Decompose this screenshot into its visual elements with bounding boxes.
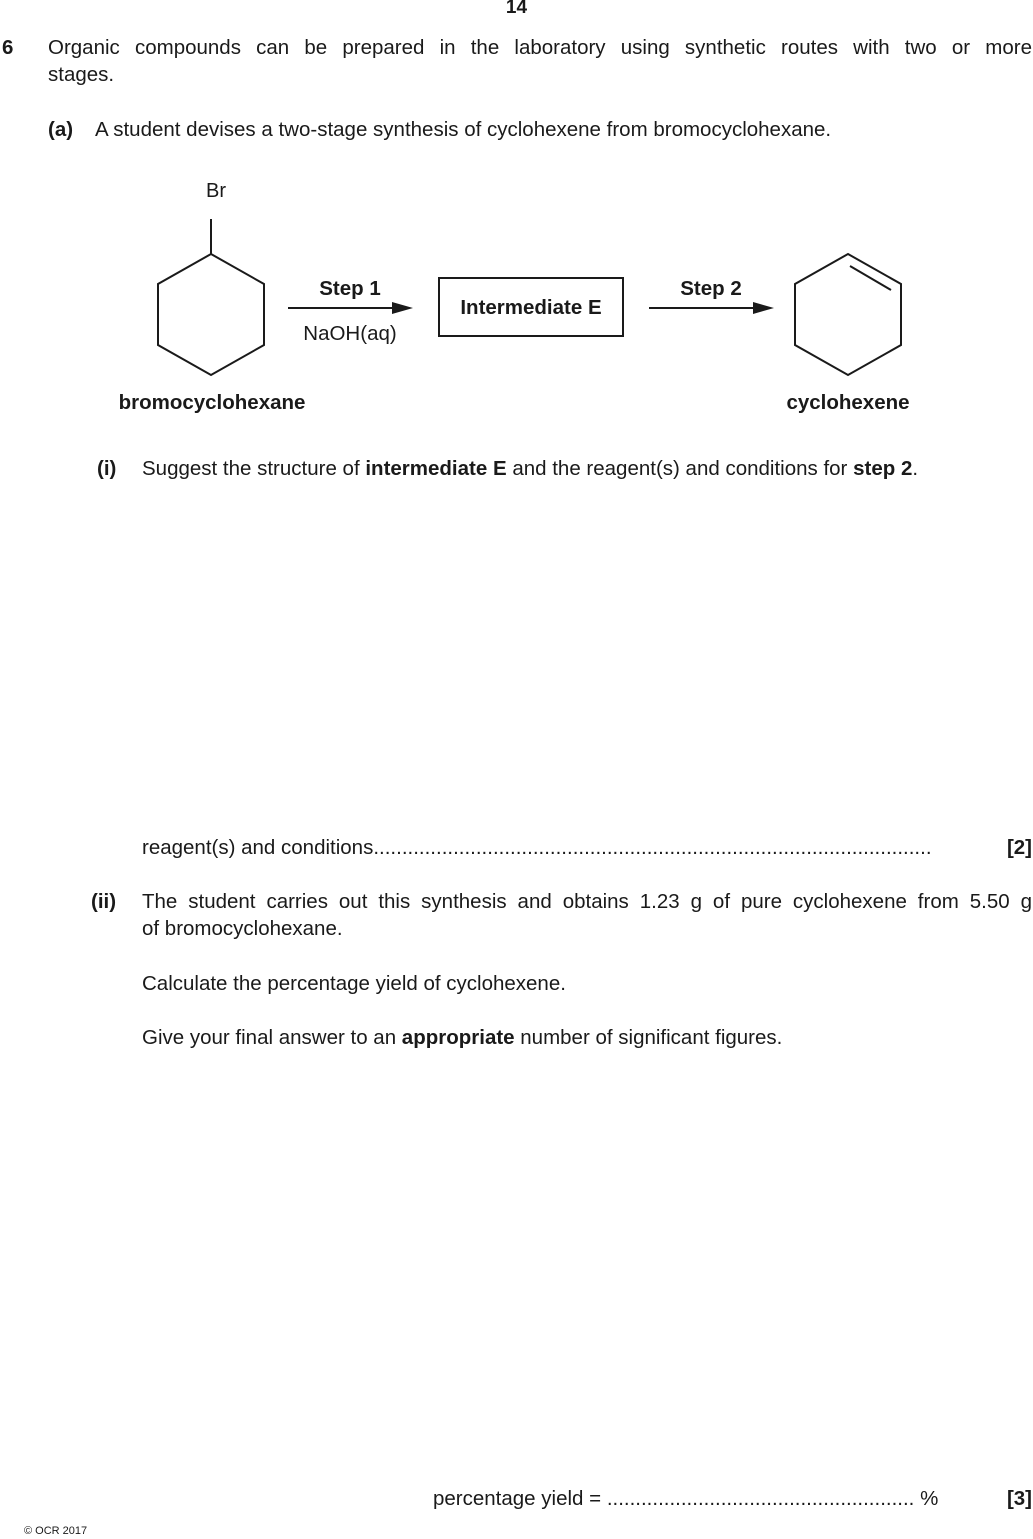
step1-reagent: NaOH(aq) bbox=[303, 322, 397, 345]
question-intro-line2: stages. bbox=[48, 63, 115, 86]
question-intro-line1: Organic compounds can be prepared in the laboratory using synthetic routes with two or more bbox=[48, 36, 1032, 59]
part-ii-marks: [3] bbox=[1006, 1487, 1032, 1510]
step1-label: Step 1 bbox=[319, 277, 381, 300]
part-i-label: (i) bbox=[97, 457, 117, 480]
reagent-answer-line[interactable]: reagent(s) and conditions.................................................................................................. bbox=[142, 836, 932, 859]
part-ii-line1: The student carries out this synthesis and obtains 1.23 g of pure cyclohexene from 5.50 g bbox=[142, 890, 1032, 913]
step2-arrow-head bbox=[753, 302, 774, 314]
part-a-label: (a) bbox=[48, 118, 74, 141]
intermediate-e-label: Intermediate E bbox=[460, 296, 602, 319]
step1-arrow-head bbox=[392, 302, 413, 314]
bromocyclohexane-label: bromocyclohexane bbox=[118, 391, 306, 414]
copyright-footer: © OCR 2017 bbox=[24, 1525, 88, 1537]
calculation-working-area[interactable] bbox=[142, 1065, 1022, 1465]
part-i-marks: [2] bbox=[1006, 836, 1032, 859]
synthesis-diagram bbox=[0, 170, 1033, 430]
question-number: 6 bbox=[2, 36, 14, 59]
calc-instruction: Calculate the percentage yield of cyclohexene. bbox=[142, 972, 566, 995]
percentage-yield-answer-line[interactable]: percentage yield = ...................................................... % bbox=[433, 1487, 939, 1510]
part-ii-line2: of bromocyclohexane. bbox=[142, 917, 343, 940]
part-i-text: Suggest the structure of intermediate E and the reagent(s) and conditions for step 2. bbox=[142, 457, 919, 480]
sig-fig-instruction: Give your final answer to an appropriate number of significant figures. bbox=[142, 1026, 783, 1049]
cyclohexene-structure bbox=[795, 254, 901, 375]
page-number: 14 bbox=[505, 0, 528, 18]
part-a-text: A student devises a two-stage synthesis of cyclohexene from bromocyclohexane. bbox=[95, 118, 832, 141]
step2-label: Step 2 bbox=[680, 277, 742, 300]
structure-answer-area[interactable] bbox=[142, 490, 1022, 810]
part-ii-label: (ii) bbox=[91, 890, 117, 913]
cyclohexene-label: cyclohexene bbox=[786, 391, 910, 414]
bromocyclohexane-structure bbox=[158, 219, 264, 375]
bromo-substituent-label: Br bbox=[206, 180, 226, 202]
